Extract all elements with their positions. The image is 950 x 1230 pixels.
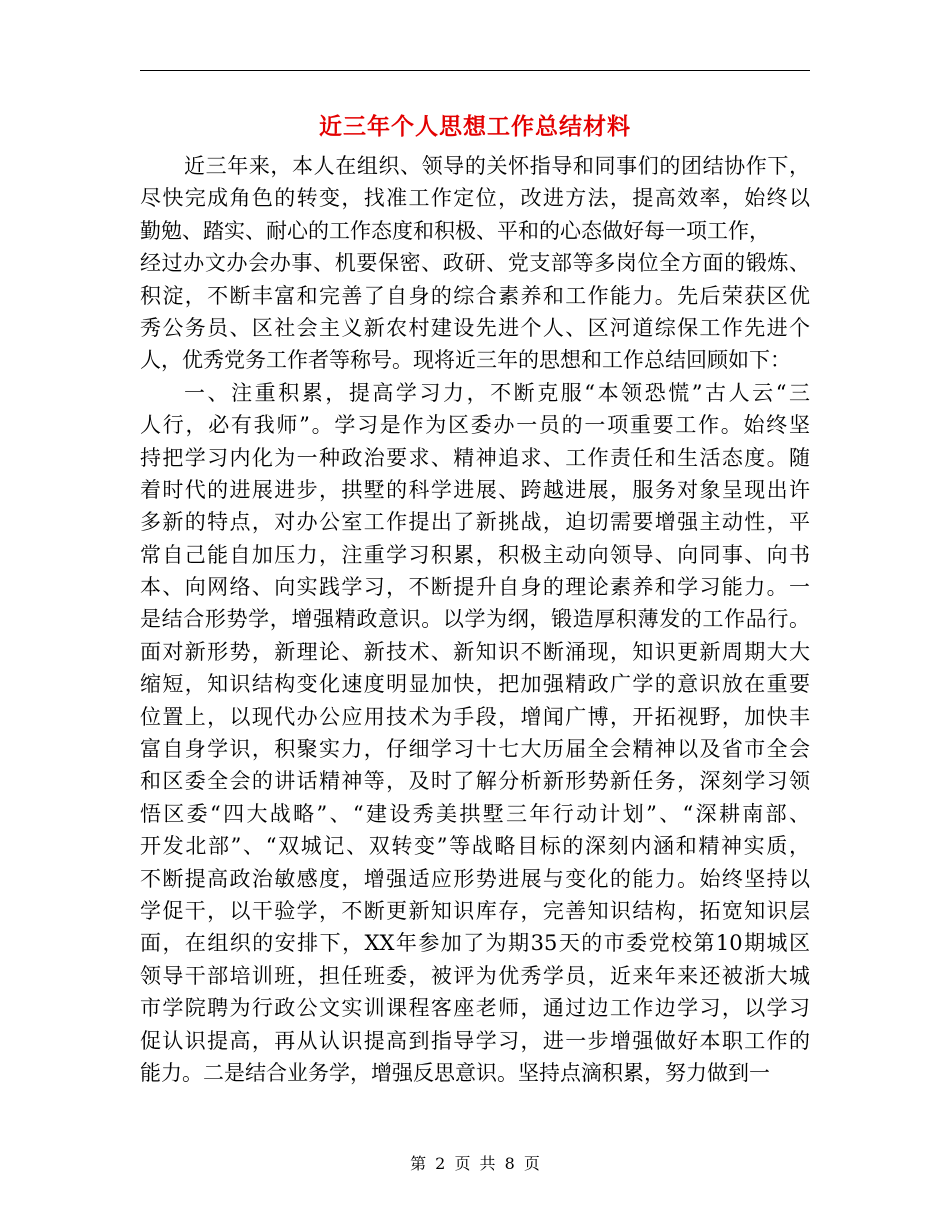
body-line: 经过办文办会办事、机要保密、政研、党支部等多岗位全方面的锻炼、 (140, 251, 810, 276)
body-line: 市学院聘为行政公文实训课程客座老师，通过边工作边学习，以学习 (140, 996, 810, 1021)
header-rule (140, 70, 810, 71)
document-title: 近三年个人思想工作总结材料 (319, 113, 631, 140)
document-body (140, 150, 810, 1089)
body-line: 是结合形势学，增强精政意识。以学为纲，锻造厚积薄发的工作品行。 (140, 607, 810, 632)
body-line: 学促干，以干验学，不断更新知识库存，完善知识结构，拓宽知识层 (140, 898, 810, 923)
body-line: 尽快完成角色的转变，找准工作定位，改进方法，提高效率，始终以 (140, 186, 810, 211)
body-line: 积淀，不断丰富和完善了自身的综合素养和工作能力。先后荣获区优 (140, 283, 810, 308)
body-line: 面对新形势，新理论、新技术、新知识不断涌现，知识更新周期大大 (140, 639, 810, 664)
body-line: 人行，必有我师”。学习是作为区委办一员的一项重要工作。始终坚 (140, 413, 810, 438)
body-line: 近三年来，本人在组织、领导的关怀指导和同事们的团结协作下， (184, 154, 810, 178)
body-line: 持把学习内化为一种政治要求、精神追求、工作责任和生活态度。随 (140, 445, 810, 470)
body-line: 领导干部培训班，担任班委，被评为优秀学员，近来年来还被浙大城 (140, 963, 810, 988)
body-line: 人，优秀党务工作者等称号。现将近三年的思想和工作总结回顾如下： (140, 348, 791, 373)
body-line: 一、注重积累，提高学习力，不断克服“本领恐慌”古人云“三 (184, 380, 810, 405)
body-line: 富自身学识，积聚实力，仔细学习十七大历届全会精神以及省市全会 (140, 737, 810, 762)
body-line: 位置上，以现代办公应用技术为手段，增闻广博，开拓视野，加快丰 (140, 704, 810, 729)
body-line: 本、向网络、向实践学习，不断提升自身的理论素养和学习能力。一 (140, 575, 810, 600)
body-line: 开发北部”、“双城记、双转变”等战略目标的深刻内涵和精神实质， (140, 834, 810, 859)
body-line: 促认识提高，再从认识提高到指导学习，进一步增强做好本职工作的 (140, 1028, 810, 1053)
body-line: 多新的特点，对办公室工作提出了新挑战，迫切需要增强主动性，平 (140, 510, 810, 535)
body-line: 勤勉、踏实、耐心的工作态度和积极、平和的心态做好每一项工作， (140, 218, 770, 243)
body-line: 缩短，知识结构变化速度明显加快，把加强精政广学的意识放在重要 (140, 672, 810, 697)
body-line: 和区委全会的讲话精神等，及时了解分析新形势新任务，深刻学习领 (140, 769, 810, 794)
body-line: 面，在组织的安排下，XX年参加了为期35天的市委党校第10期城区 (140, 931, 810, 956)
body-line: 秀公务员、区社会主义新农村建设先进个人、区河道综保工作先进个 (140, 315, 810, 340)
page-footer: 第 2 页 共 8 页 (410, 1154, 540, 1173)
body-line: 常自己能自加压力，注重学习积累，积极主动向领导、向同事、向书 (140, 542, 810, 567)
body-line: 不断提高政治敏感度，增强适应形势进展与变化的能力。始终坚持以 (140, 866, 810, 891)
body-line: 悟区委“四大战略”、“建设秀美拱墅三年行动计划”、“深耕南部、 (140, 801, 810, 826)
body-line: 着时代的进展进步，拱墅的科学进展、跨越进展，服务对象呈现出许 (140, 477, 810, 502)
body-line: 能力。二是结合业务学，增强反思意识。坚持点滴积累，努力做到一 (140, 1060, 770, 1085)
